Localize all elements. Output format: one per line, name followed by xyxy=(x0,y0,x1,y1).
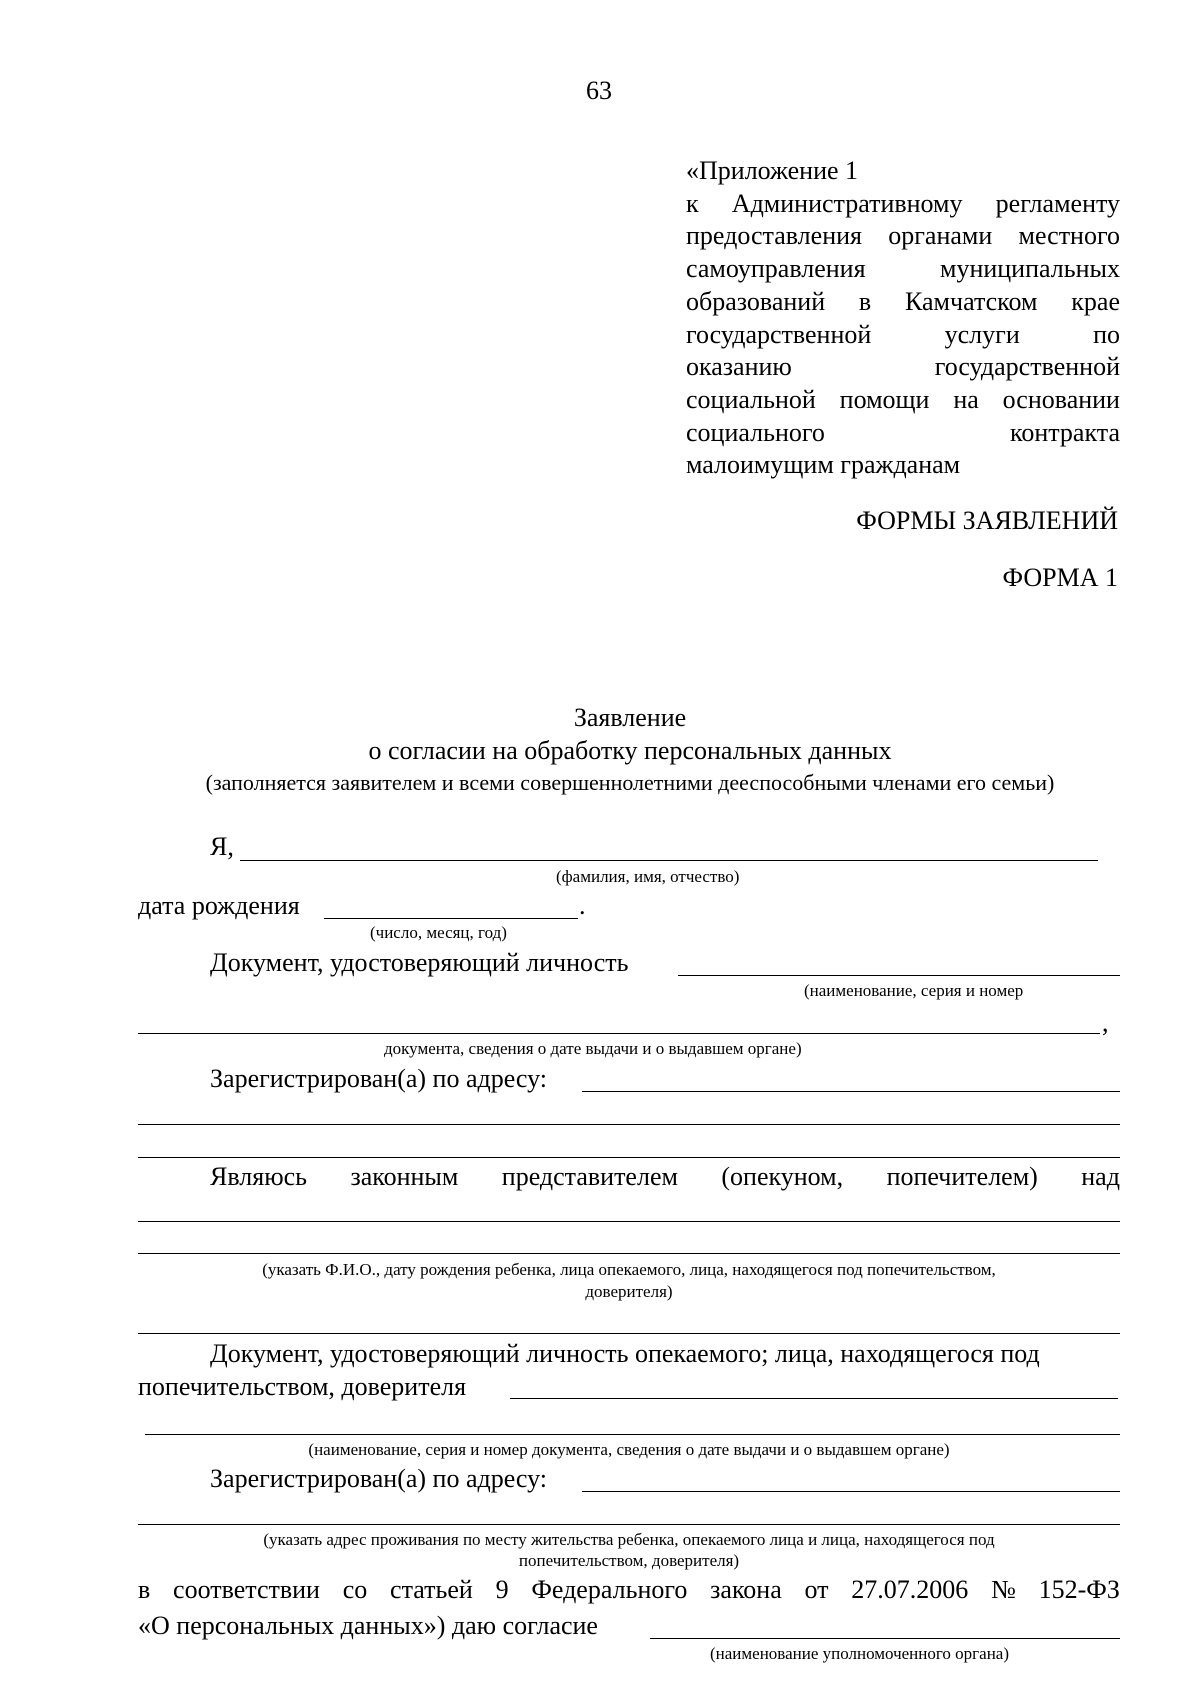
appendix-word: регламенту xyxy=(995,188,1120,218)
appendix-word: помощи xyxy=(839,384,930,414)
birth-hint: (число, месяц, год) xyxy=(370,923,507,942)
appendix-word: социального xyxy=(686,417,825,447)
consent-label: «О персональных данных») даю согласие xyxy=(138,1611,598,1640)
law-word: в xyxy=(138,1575,151,1604)
law-word: Федерального xyxy=(531,1575,688,1604)
form-number: ФОРМА 1 xyxy=(1002,563,1118,592)
statement-title: Заявление xyxy=(573,703,687,732)
appendix-word: предоставления xyxy=(686,221,862,251)
ward-doc-label-line-2: попечительством, доверителя xyxy=(138,1372,467,1401)
appendix-line xyxy=(686,188,1120,218)
id-doc-hint-1: (наименование, серия и номер xyxy=(804,981,1024,1000)
appendix-word: услуги xyxy=(944,319,1020,349)
appendix-word: муниципальных xyxy=(939,254,1120,284)
reg-address-line-3[interactable] xyxy=(138,1157,1120,1158)
appendix-word: образований xyxy=(686,286,826,316)
appendix-word: по xyxy=(1093,319,1120,349)
representative-word: представителем xyxy=(501,1162,678,1191)
consent-hint: (наименование уполномоченного органа) xyxy=(710,1644,1010,1663)
law-word: со xyxy=(342,1575,368,1604)
appendix-word: социальной xyxy=(686,384,816,414)
statement-subtitle: о согласии на обработку персональных данных xyxy=(368,736,892,765)
law-sentence xyxy=(138,1577,1120,1603)
appendix-text: малоимущим гражданам xyxy=(686,450,961,480)
ward-doc-line-1[interactable] xyxy=(510,1398,1118,1399)
id-doc-comma: , xyxy=(1102,1008,1109,1037)
page-number: 63 xyxy=(586,76,612,105)
representative-word: над xyxy=(1081,1162,1120,1191)
ward-reg-label: Зарегистрирован(а) по адресу: xyxy=(210,1464,548,1493)
law-word: статьей xyxy=(390,1575,473,1604)
appendix-word: государственной xyxy=(686,319,872,349)
appendix-word: контракта xyxy=(1010,417,1120,447)
representative-sentence xyxy=(210,1164,1120,1190)
ward-reg-hint-1: (указать адрес проживания по месту жительства ребенка, опекаемого лица и лица, находящегося под xyxy=(263,1530,995,1549)
appendix-line xyxy=(686,223,1120,249)
birth-date-line[interactable] xyxy=(324,918,578,919)
representative-word: попечителем) xyxy=(886,1162,1038,1191)
ward-reg-hint-2: попечительством, доверителя) xyxy=(518,1551,740,1570)
appendix-word: в xyxy=(858,286,872,316)
reg-address-line-2[interactable] xyxy=(138,1124,1120,1125)
law-word: закона xyxy=(710,1575,782,1604)
appendix-line xyxy=(686,158,858,184)
appendix-word: к xyxy=(686,188,699,218)
ward-line-2[interactable] xyxy=(138,1253,1120,1254)
ward-line-1[interactable] xyxy=(138,1221,1120,1222)
appendix-word: Административному xyxy=(731,188,963,218)
appendix-word: самоуправления xyxy=(686,254,866,284)
representative-word: Являюсь xyxy=(210,1162,308,1191)
appendix-word: оказанию xyxy=(686,352,792,382)
consent-authority-line[interactable] xyxy=(650,1638,1120,1639)
ward-reg-line-1[interactable] xyxy=(582,1491,1120,1492)
birth-label: дата рождения xyxy=(138,891,300,920)
id-doc-line-1[interactable] xyxy=(678,975,1120,976)
reg-address-label: Зарегистрирован(а) по адресу: xyxy=(210,1064,548,1093)
ward-hint-2: доверителя) xyxy=(585,1282,673,1301)
appendix-text: «Приложение 1 xyxy=(686,156,859,185)
fio-line[interactable] xyxy=(240,860,1098,861)
appendix-word: местного xyxy=(1018,221,1120,251)
birth-dot: . xyxy=(579,891,586,920)
ward-doc-label-line-1: Документ, удостоверяющий личность опекаемого; лица, находящегося под xyxy=(210,1339,1040,1368)
reg-address-line-1[interactable] xyxy=(582,1091,1120,1092)
ward-reg-line-2[interactable] xyxy=(138,1524,1120,1525)
id-doc-label: Документ, удостоверяющий личность xyxy=(210,948,629,977)
appendix-line xyxy=(686,384,1120,414)
appendix-word: крае xyxy=(1071,286,1120,316)
appendix-word: государственной xyxy=(934,352,1120,382)
appendix-line xyxy=(686,354,1120,380)
appendix-line xyxy=(686,452,960,478)
appendix-line xyxy=(686,286,1120,316)
law-word: 9 xyxy=(495,1575,509,1604)
representative-word: (опекуном, xyxy=(721,1162,844,1191)
law-word: 27.07.2006 xyxy=(851,1575,969,1604)
id-doc-hint-2: документа, сведения о дате выдачи и о выдавшем органе) xyxy=(384,1039,802,1058)
law-word: № xyxy=(991,1575,1016,1604)
i-label: Я, xyxy=(210,832,234,861)
appendix-line xyxy=(686,256,1120,282)
appendix-line xyxy=(686,319,1120,349)
statement-note: (заполняется заявителем и всеми совершеннолетними дееспособными членами его семьи) xyxy=(205,770,1055,795)
appendix-word: Камчатском xyxy=(905,286,1038,316)
law-word: соответствии xyxy=(173,1575,320,1604)
ward-hint-1: (указать Ф.И.О., дату рождения ребенка, лица опекаемого, лица, находящегося под попечительством, xyxy=(262,1260,996,1279)
ward-line-3[interactable] xyxy=(138,1333,1120,1334)
fio-hint: (фамилия, имя, отчество) xyxy=(556,867,740,886)
id-doc-line-2[interactable] xyxy=(138,1033,1100,1034)
appendix-line xyxy=(686,417,1120,447)
appendix-word: основании xyxy=(1002,384,1120,414)
forms-title: ФОРМЫ ЗАЯВЛЕНИЙ xyxy=(856,506,1118,535)
law-word: 152-ФЗ xyxy=(1038,1575,1120,1604)
appendix-word: органами xyxy=(888,221,993,251)
representative-word: законным xyxy=(350,1162,459,1191)
ward-doc-hint: (наименование, серия и номер документа, сведения о дате выдачи и о выдавшем органе) xyxy=(308,1440,950,1459)
ward-doc-line-2[interactable] xyxy=(145,1434,1120,1435)
appendix-word: на xyxy=(953,384,979,414)
law-word: от xyxy=(804,1575,829,1604)
